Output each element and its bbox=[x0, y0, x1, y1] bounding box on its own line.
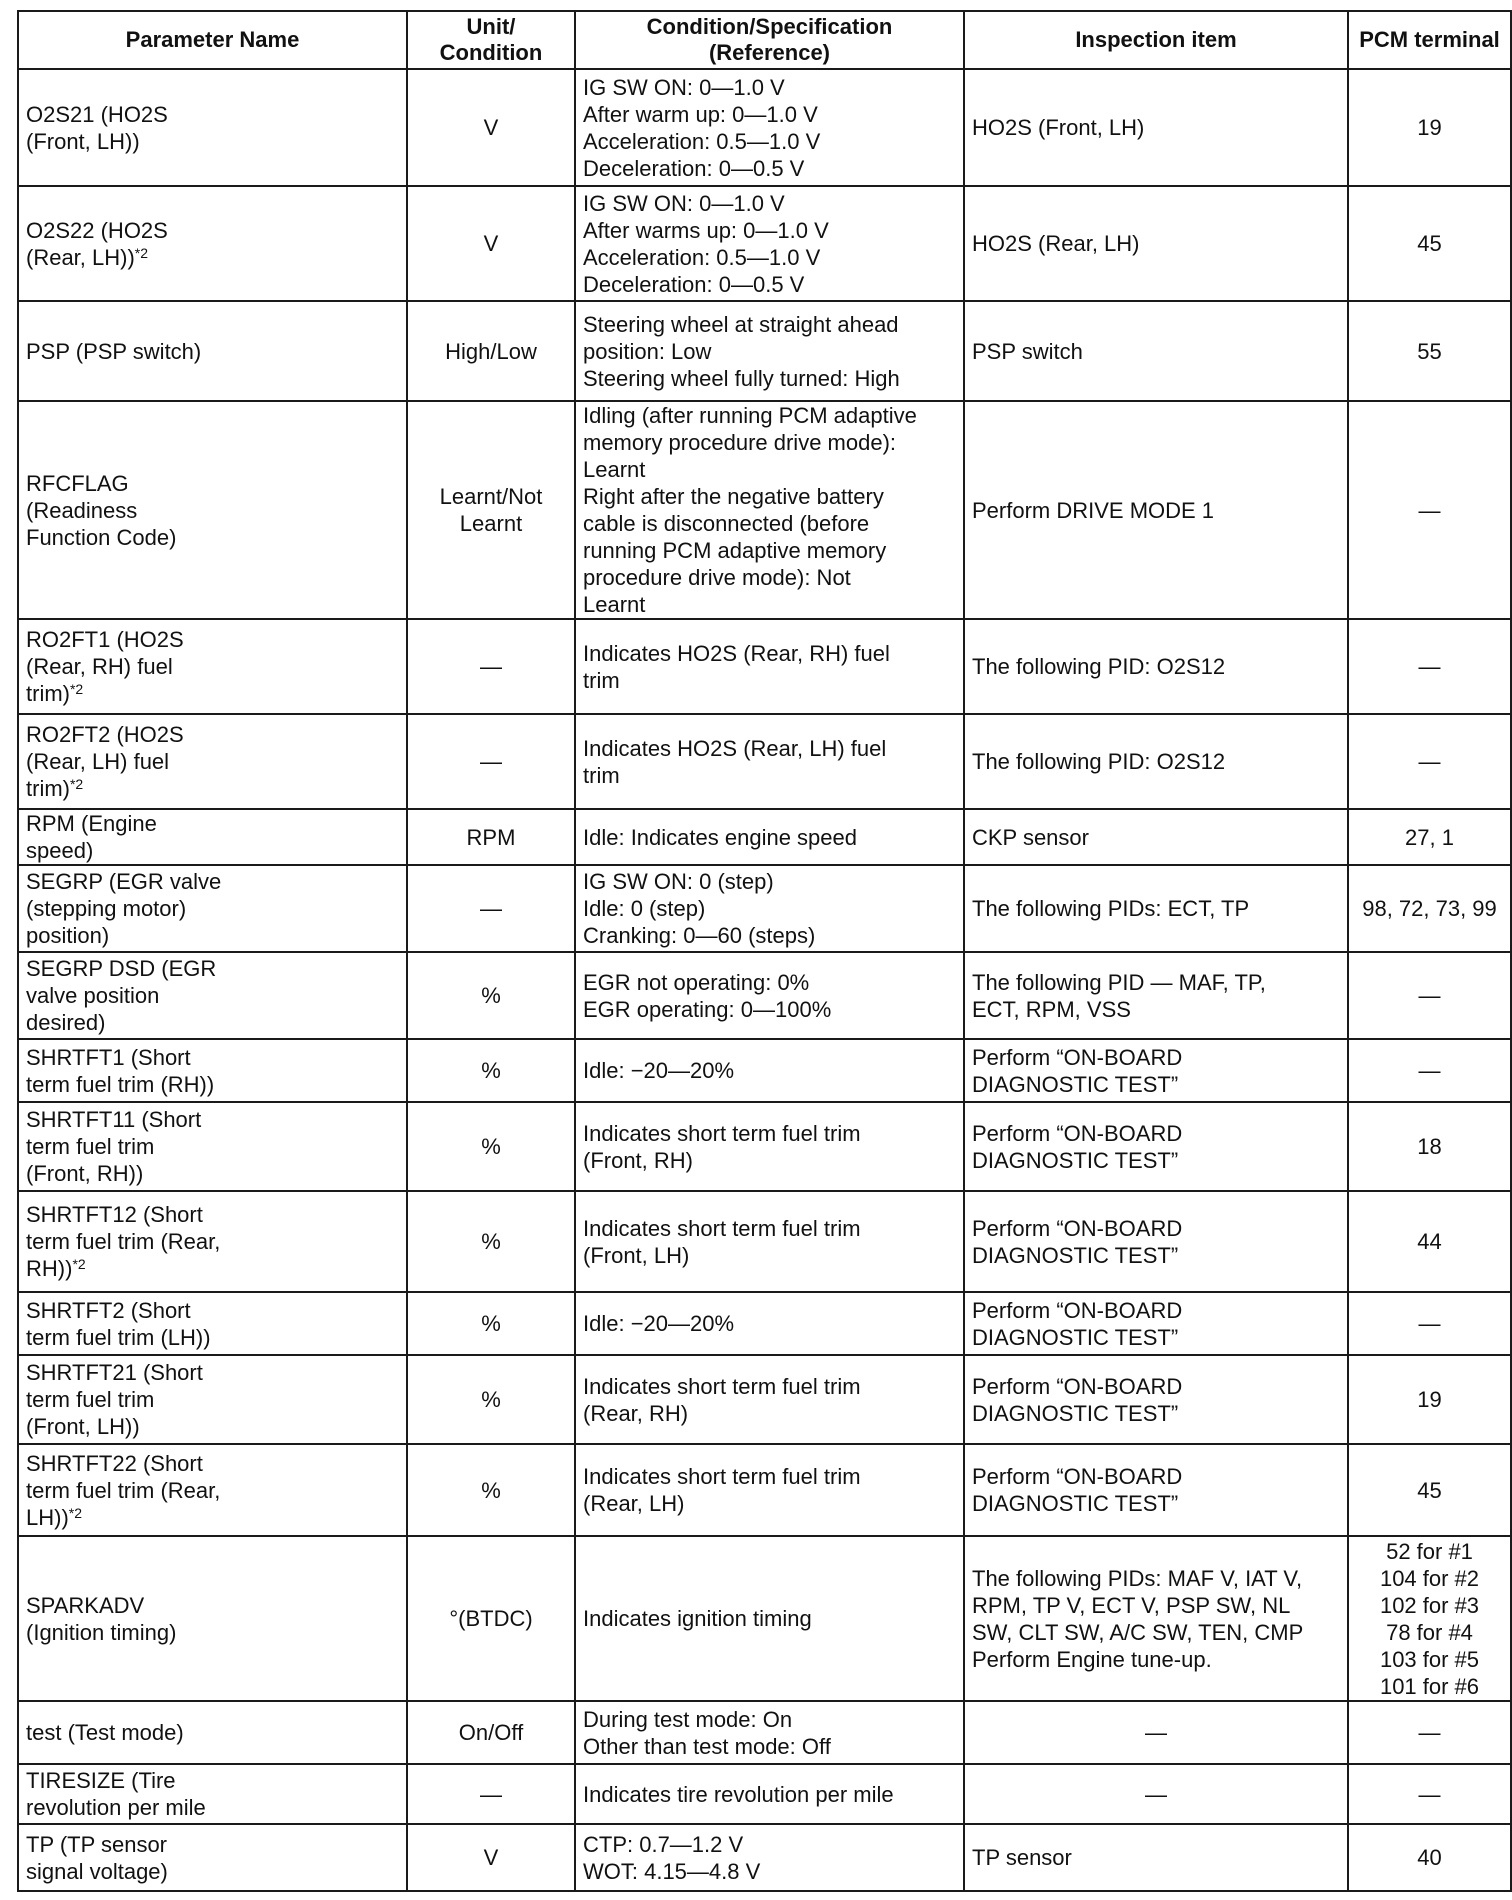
inspection-item-cell-text: The following PID — MAF, TP, ECT, RPM, VSS bbox=[972, 969, 1266, 1022]
parameter-name-cell-text: SHRTFT12 (Short term fuel trim (Rear, RH)) bbox=[26, 1202, 221, 1281]
unit-cell-text: — bbox=[480, 896, 502, 921]
specification-cell-text: Indicates ignition timing bbox=[583, 1606, 812, 1631]
inspection-item-cell-text: Perform “ON-BOARD DIAGNOSTIC TEST” bbox=[972, 1373, 1183, 1426]
unit-cell bbox=[407, 619, 575, 714]
parameter-name-cell bbox=[18, 1764, 407, 1824]
header-inspection-item: Inspection item bbox=[964, 11, 1348, 69]
pid-reference-sheet bbox=[17, 10, 1500, 1892]
unit-cell bbox=[407, 865, 575, 952]
parameter-name-cell bbox=[18, 301, 407, 401]
unit-cell-text: — bbox=[480, 1781, 502, 1807]
unit-cell-text: % bbox=[481, 1134, 501, 1159]
inspection-item-cell-text: — bbox=[1145, 1720, 1167, 1745]
unit-cell-text: % bbox=[481, 1387, 501, 1412]
specification-cell bbox=[575, 1355, 964, 1444]
unit-cell-text: — bbox=[480, 749, 502, 774]
table-row bbox=[18, 1536, 1511, 1701]
pcm-terminal-cell-text: 55 bbox=[1417, 338, 1442, 364]
inspection-item-cell bbox=[964, 1292, 1348, 1355]
pcm-terminal-cell bbox=[1348, 1292, 1511, 1355]
pcm-terminal-cell-text: — bbox=[1418, 749, 1441, 774]
table-row bbox=[18, 1701, 1511, 1764]
unit-cell bbox=[407, 186, 575, 301]
pcm-terminal-cell-text: 19 bbox=[1417, 115, 1442, 140]
unit-cell bbox=[407, 1292, 575, 1355]
pcm-terminal-cell bbox=[1348, 1824, 1511, 1891]
unit-cell bbox=[407, 1355, 575, 1444]
pcm-terminal-cell-text: — bbox=[1418, 497, 1441, 523]
specification-cell-text: IG SW ON: 0—1.0 V After warms up: 0—1.0 V Acceleration: 0.5—1.0 V Deceleration: 0—0.5 V bbox=[583, 190, 829, 297]
inspection-item-cell bbox=[964, 1102, 1348, 1191]
pcm-terminal-cell-text: — bbox=[1418, 654, 1441, 679]
footnote-marker: *2 bbox=[69, 776, 84, 792]
parameter-name-cell-text: SHRTFT11 (Short term fuel trim (Front, RH)) bbox=[26, 1107, 202, 1186]
parameter-name-cell bbox=[18, 69, 407, 186]
table-row bbox=[18, 1355, 1511, 1444]
parameter-name-cell-text: SHRTFT2 (Short term fuel trim (LH)) bbox=[26, 1297, 211, 1350]
parameter-name-cell bbox=[18, 1292, 407, 1355]
header-parameter-name: Parameter Name bbox=[18, 11, 407, 69]
specification-cell-text: Idle: Indicates engine speed bbox=[583, 824, 857, 850]
specification-cell bbox=[575, 1536, 964, 1701]
specification-cell bbox=[575, 1701, 964, 1764]
inspection-item-cell bbox=[964, 714, 1348, 809]
specification-cell bbox=[575, 186, 964, 301]
parameter-name-cell bbox=[18, 714, 407, 809]
inspection-item-cell-text: The following PID: O2S12 bbox=[972, 654, 1226, 679]
pcm-terminal-cell-text: — bbox=[1418, 1720, 1441, 1745]
pcm-terminal-cell bbox=[1348, 809, 1511, 865]
pcm-terminal-cell bbox=[1348, 301, 1511, 401]
inspection-item-cell-text: CKP sensor bbox=[972, 824, 1089, 850]
specification-cell bbox=[575, 301, 964, 401]
unit-cell-text: V bbox=[483, 115, 499, 140]
footnote-marker: *2 bbox=[72, 1256, 86, 1272]
unit-cell-text: °(BTDC) bbox=[449, 1606, 533, 1631]
specification-cell-text: Indicates tire revolution per mile bbox=[583, 1781, 894, 1807]
specification-cell bbox=[575, 952, 964, 1039]
inspection-item-cell bbox=[964, 1355, 1348, 1444]
header-unit-condition: Unit/ Condition bbox=[407, 11, 575, 69]
unit-cell bbox=[407, 714, 575, 809]
table-row bbox=[18, 714, 1511, 809]
specification-cell-text: Indicates short term fuel trim (Rear, RH) bbox=[583, 1373, 861, 1426]
parameter-name-cell-text: SEGRP DSD (EGR valve position desired) bbox=[26, 956, 217, 1035]
parameter-name-cell bbox=[18, 1191, 407, 1292]
parameter-name-cell-text: SHRTFT21 (Short term fuel trim (Front, LH)) bbox=[26, 1360, 203, 1439]
inspection-item-cell bbox=[964, 1191, 1348, 1292]
header-row bbox=[18, 11, 1511, 69]
header-pcm-terminal: PCM terminal bbox=[1348, 11, 1511, 69]
pcm-terminal-cell-text: — bbox=[1418, 983, 1441, 1008]
unit-cell-text: — bbox=[480, 654, 502, 679]
inspection-item-cell bbox=[964, 301, 1348, 401]
specification-cell-text: During test mode: On Other than test mode: Off bbox=[583, 1706, 831, 1759]
pcm-terminal-cell bbox=[1348, 619, 1511, 714]
inspection-item-cell-text: Perform “ON-BOARD DIAGNOSTIC TEST” bbox=[972, 1464, 1183, 1516]
specification-cell bbox=[575, 1102, 964, 1191]
inspection-item-cell-text: HO2S (Rear, LH) bbox=[972, 231, 1140, 256]
inspection-item-cell bbox=[964, 401, 1348, 619]
parameter-name-cell-text: SHRTFT22 (Short term fuel trim (Rear, LH)) bbox=[26, 1450, 221, 1530]
inspection-item-cell bbox=[964, 1764, 1348, 1824]
parameter-name-cell bbox=[18, 1701, 407, 1764]
unit-cell bbox=[407, 1102, 575, 1191]
specification-cell-text: CTP: 0.7—1.2 V WOT: 4.15—4.8 V bbox=[583, 1831, 761, 1884]
table-row bbox=[18, 1102, 1511, 1191]
inspection-item-cell bbox=[964, 619, 1348, 714]
pcm-terminal-cell-text: 18 bbox=[1417, 1134, 1442, 1159]
table-row bbox=[18, 401, 1511, 619]
inspection-item-cell-text: HO2S (Front, LH) bbox=[972, 115, 1145, 140]
parameter-name-cell-text: O2S21 (HO2S (Front, LH)) bbox=[26, 101, 168, 154]
unit-cell-text: RPM bbox=[466, 824, 516, 850]
specification-cell-text: Indicates short term fuel trim (Rear, LH) bbox=[583, 1464, 861, 1516]
specification-cell bbox=[575, 1764, 964, 1824]
pcm-terminal-cell-text: 27, 1 bbox=[1405, 824, 1454, 850]
specification-cell bbox=[575, 69, 964, 186]
pid-table bbox=[17, 10, 1512, 1892]
unit-cell bbox=[407, 1191, 575, 1292]
footnote-marker: *2 bbox=[134, 244, 149, 261]
inspection-item-cell bbox=[964, 952, 1348, 1039]
table-row bbox=[18, 301, 1511, 401]
specification-cell bbox=[575, 1039, 964, 1102]
unit-cell bbox=[407, 1444, 575, 1536]
unit-cell bbox=[407, 1701, 575, 1764]
inspection-item-cell-text: — bbox=[1145, 1781, 1167, 1807]
unit-cell-text: V bbox=[483, 1845, 499, 1870]
specification-cell bbox=[575, 1444, 964, 1536]
parameter-name-cell bbox=[18, 865, 407, 952]
parameter-name-cell-text: TP (TP sensor signal voltage) bbox=[26, 1831, 168, 1884]
unit-cell-text: % bbox=[481, 1477, 501, 1503]
parameter-name-cell-text: TIRESIZE (Tire revolution per mile bbox=[26, 1768, 206, 1820]
table-row bbox=[18, 1039, 1511, 1102]
pcm-terminal-cell bbox=[1348, 1039, 1511, 1102]
parameter-name-cell-text: SHRTFT1 (Short term fuel trim (RH)) bbox=[26, 1044, 215, 1097]
unit-cell bbox=[407, 1536, 575, 1701]
unit-cell-text: % bbox=[481, 983, 501, 1008]
pcm-terminal-cell-text: 19 bbox=[1417, 1387, 1442, 1412]
unit-cell-text: % bbox=[481, 1229, 501, 1254]
table-row bbox=[18, 186, 1511, 301]
parameter-name-cell bbox=[18, 1824, 407, 1891]
specification-cell-text: Indicates short term fuel trim (Front, LH) bbox=[583, 1215, 861, 1268]
table-row bbox=[18, 1292, 1511, 1355]
parameter-name-cell bbox=[18, 1355, 407, 1444]
parameter-name-cell-text: RO2FT2 (HO2S (Rear, LH) fuel trim) bbox=[26, 722, 184, 801]
table-row bbox=[18, 1444, 1511, 1536]
inspection-item-cell bbox=[964, 1039, 1348, 1102]
unit-cell bbox=[407, 809, 575, 865]
pcm-terminal-cell bbox=[1348, 865, 1511, 952]
pcm-terminal-cell-text: 52 for #1 104 for #2 102 for #3 78 for #4 103 for #5 101 for #6 bbox=[1379, 1538, 1480, 1699]
specification-cell-text: Idle: −20—20% bbox=[583, 1311, 735, 1336]
specification-cell-text: Steering wheel at straight ahead position: Low Steering wheel fully turned: High bbox=[583, 311, 900, 391]
table-row bbox=[18, 809, 1511, 865]
pcm-terminal-cell-text: 45 bbox=[1417, 231, 1442, 256]
inspection-item-cell bbox=[964, 809, 1348, 865]
parameter-name-cell bbox=[18, 1444, 407, 1536]
parameter-name-cell-text: O2S22 (HO2S (Rear, LH)) bbox=[26, 217, 168, 270]
inspection-item-cell bbox=[964, 865, 1348, 952]
pcm-terminal-cell bbox=[1348, 1355, 1511, 1444]
pcm-terminal-cell bbox=[1348, 952, 1511, 1039]
pcm-terminal-cell bbox=[1348, 69, 1511, 186]
specification-cell bbox=[575, 809, 964, 865]
inspection-item-cell-text: The following PIDs: MAF V, IAT V, RPM, TP V, ECT V, PSP SW, NL SW, CLT SW, A/C SW, TEN, CMP Perform Engine tune-up. bbox=[972, 1565, 1304, 1672]
pcm-terminal-cell-text: — bbox=[1418, 1781, 1441, 1807]
parameter-name-cell bbox=[18, 809, 407, 865]
specification-cell-text: Idling (after running PCM adaptive memory procedure drive mode): Learnt Right after the negative battery cable is disconnected (before running PCM adaptive memory procedure drive mode): Not Learnt bbox=[583, 403, 917, 617]
pcm-terminal-cell-text: — bbox=[1418, 1058, 1441, 1083]
unit-cell bbox=[407, 1824, 575, 1891]
pcm-terminal-cell bbox=[1348, 1191, 1511, 1292]
specification-cell bbox=[575, 1824, 964, 1891]
specification-cell-text: IG SW ON: 0—1.0 V After warm up: 0—1.0 V Acceleration: 0.5—1.0 V Deceleration: 0—0.5 V bbox=[583, 74, 821, 181]
inspection-item-cell bbox=[964, 1824, 1348, 1891]
table-row bbox=[18, 1191, 1511, 1292]
unit-cell bbox=[407, 301, 575, 401]
inspection-item-cell bbox=[964, 1536, 1348, 1701]
unit-cell bbox=[407, 69, 575, 186]
parameter-name-cell-text: SPARKADV (Ignition timing) bbox=[26, 1592, 177, 1645]
table-row bbox=[18, 69, 1511, 186]
pcm-terminal-cell bbox=[1348, 1764, 1511, 1824]
unit-cell-text: V bbox=[483, 231, 499, 256]
pcm-terminal-cell bbox=[1348, 1444, 1511, 1536]
specification-cell bbox=[575, 714, 964, 809]
pcm-terminal-cell bbox=[1348, 1701, 1511, 1764]
table-row bbox=[18, 1824, 1511, 1891]
parameter-name-cell bbox=[18, 186, 407, 301]
pcm-terminal-cell-text: 98, 72, 73, 99 bbox=[1362, 896, 1497, 921]
pcm-terminal-cell bbox=[1348, 1102, 1511, 1191]
inspection-item-cell bbox=[964, 1701, 1348, 1764]
parameter-name-cell bbox=[18, 1039, 407, 1102]
specification-cell-text: Indicates HO2S (Rear, LH) fuel trim bbox=[583, 735, 887, 788]
specification-cell-text: Indicates HO2S (Rear, RH) fuel trim bbox=[583, 640, 890, 693]
unit-cell bbox=[407, 952, 575, 1039]
header-condition-specification: Condition/Specification (Reference) bbox=[575, 11, 964, 69]
parameter-name-cell-text: SEGRP (EGR valve (stepping motor) position) bbox=[26, 869, 222, 948]
pcm-terminal-cell-text: 44 bbox=[1417, 1229, 1442, 1254]
parameter-name-cell-text: RFCFLAG (Readiness Function Code) bbox=[26, 470, 177, 550]
parameter-name-cell bbox=[18, 1102, 407, 1191]
specification-cell-text: Idle: −20—20% bbox=[583, 1058, 735, 1083]
inspection-item-cell-text: The following PID: O2S12 bbox=[972, 749, 1226, 774]
footnote-marker: *2 bbox=[69, 681, 84, 697]
specification-cell-text: EGR not operating: 0% EGR operating: 0—100% bbox=[583, 969, 832, 1022]
unit-cell bbox=[407, 401, 575, 619]
parameter-name-cell-text: test (Test mode) bbox=[26, 1720, 184, 1745]
pcm-terminal-cell bbox=[1348, 1536, 1511, 1701]
inspection-item-cell-text: TP sensor bbox=[972, 1845, 1072, 1870]
inspection-item-cell-text: The following PIDs: ECT, TP bbox=[972, 896, 1250, 921]
unit-cell bbox=[407, 1764, 575, 1824]
parameter-name-cell bbox=[18, 401, 407, 619]
pcm-terminal-cell bbox=[1348, 186, 1511, 301]
pcm-terminal-cell-text: — bbox=[1418, 1311, 1441, 1336]
specification-cell bbox=[575, 401, 964, 619]
inspection-item-cell-text: Perform “ON-BOARD DIAGNOSTIC TEST” bbox=[972, 1215, 1183, 1268]
table-row bbox=[18, 619, 1511, 714]
inspection-item-cell-text: Perform “ON-BOARD DIAGNOSTIC TEST” bbox=[972, 1297, 1183, 1350]
unit-cell-text: Learnt/Not Learnt bbox=[439, 484, 543, 536]
specification-cell bbox=[575, 865, 964, 952]
unit-cell-text: On/Off bbox=[458, 1720, 524, 1745]
pcm-terminal-cell bbox=[1348, 714, 1511, 809]
inspection-item-cell bbox=[964, 1444, 1348, 1536]
specification-cell bbox=[575, 619, 964, 714]
inspection-item-cell-text: PSP switch bbox=[972, 338, 1083, 364]
unit-cell-text: % bbox=[481, 1311, 501, 1336]
specification-cell bbox=[575, 1292, 964, 1355]
inspection-item-cell-text: Perform “ON-BOARD DIAGNOSTIC TEST” bbox=[972, 1120, 1183, 1173]
specification-cell-text: Indicates short term fuel trim (Front, RH) bbox=[583, 1120, 861, 1173]
parameter-name-cell bbox=[18, 619, 407, 714]
table-row bbox=[18, 1764, 1511, 1824]
footnote-marker: *2 bbox=[68, 1504, 83, 1521]
inspection-item-cell bbox=[964, 69, 1348, 186]
parameter-name-cell bbox=[18, 952, 407, 1039]
pcm-terminal-cell bbox=[1348, 401, 1511, 619]
pcm-terminal-cell-text: 45 bbox=[1417, 1477, 1442, 1503]
table-row bbox=[18, 865, 1511, 952]
inspection-item-cell-text: Perform “ON-BOARD DIAGNOSTIC TEST” bbox=[972, 1044, 1183, 1097]
specification-cell bbox=[575, 1191, 964, 1292]
parameter-name-cell-text: PSP (PSP switch) bbox=[26, 338, 202, 364]
unit-cell-text: % bbox=[481, 1058, 501, 1083]
inspection-item-cell-text: Perform DRIVE MODE 1 bbox=[972, 497, 1215, 523]
parameter-name-cell-text: RPM (Engine speed) bbox=[26, 811, 157, 863]
unit-cell bbox=[407, 1039, 575, 1102]
pcm-terminal-cell-text: 40 bbox=[1417, 1845, 1442, 1870]
inspection-item-cell bbox=[964, 186, 1348, 301]
unit-cell-text: High/Low bbox=[445, 338, 537, 364]
parameter-name-cell-text: RO2FT1 (HO2S (Rear, RH) fuel trim) bbox=[26, 627, 184, 706]
table-row bbox=[18, 952, 1511, 1039]
specification-cell-text: IG SW ON: 0 (step) Idle: 0 (step) Cranking: 0—60 (steps) bbox=[583, 869, 816, 948]
parameter-name-cell bbox=[18, 1536, 407, 1701]
